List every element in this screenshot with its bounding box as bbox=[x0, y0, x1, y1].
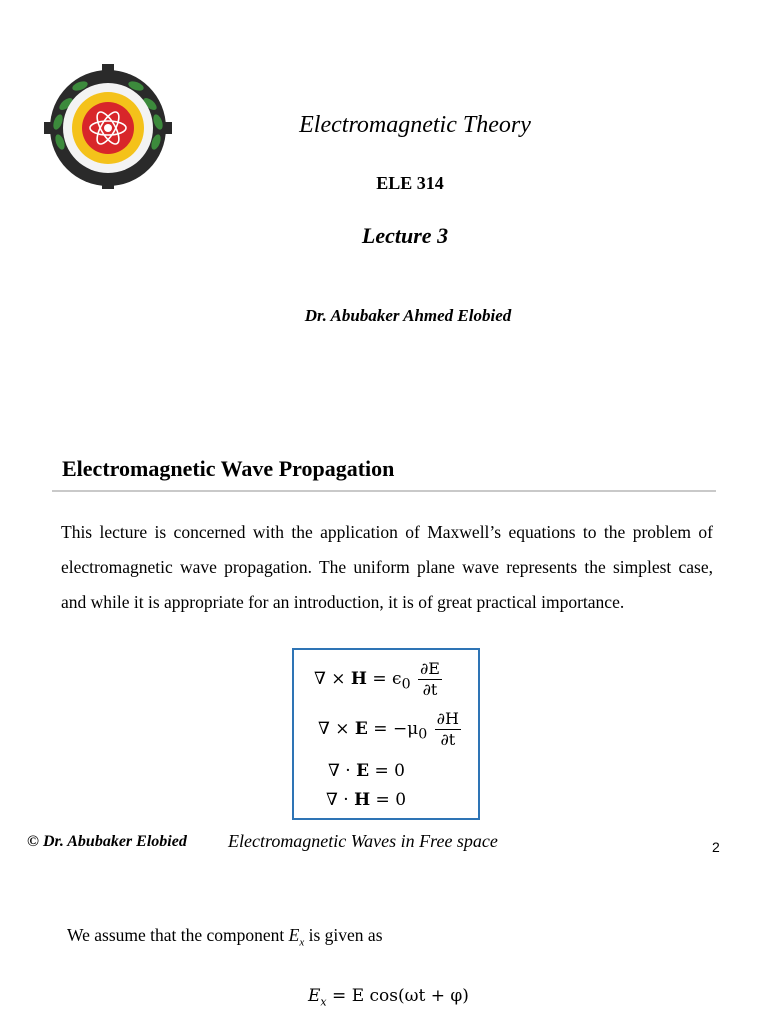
eq-rhs: = E cos(ωt + φ) bbox=[326, 986, 469, 1006]
university-logo bbox=[44, 64, 174, 189]
university-of-gezira-logo-icon bbox=[44, 64, 174, 189]
eq-denominator: ∂t bbox=[422, 680, 438, 699]
eq-operator: ∇ · bbox=[326, 790, 355, 810]
assumption-text bbox=[67, 925, 383, 949]
assume-variable: E bbox=[288, 925, 300, 945]
author-name: Dr. Abubaker Ahmed Elobied bbox=[304, 306, 512, 325]
course-code: ELE 314 bbox=[376, 173, 444, 193]
eq-rhs: = −μ bbox=[367, 719, 419, 739]
div-e-equation bbox=[328, 761, 405, 781]
ex-component-equation bbox=[308, 986, 469, 1008]
page-number: 2 bbox=[712, 839, 720, 855]
footer-copyright: © Dr. Abubaker Elobied bbox=[27, 833, 187, 850]
intro-paragraph: This lecture is concerned with the application of Maxwell’s equations to the problem of electromagnetic wave propagation. The uniform plane wave represents the simplest case, and while it is appropriate for an introduction, it is of great practical importance. bbox=[61, 522, 713, 612]
eq-subscript: 0 bbox=[418, 726, 428, 743]
eq-operator: ∇ × bbox=[318, 719, 355, 739]
curl-e-equation bbox=[318, 710, 461, 749]
eq-field: E bbox=[354, 719, 368, 739]
eq-denominator: ∂t bbox=[440, 730, 456, 749]
eq-subscript: 0 bbox=[401, 676, 411, 693]
eq-variable: E bbox=[308, 986, 321, 1006]
curl-h-equation bbox=[314, 660, 442, 699]
eq-fraction bbox=[435, 710, 461, 749]
maxwell-equations-box bbox=[292, 648, 480, 820]
lecture-number: Lecture 3 bbox=[361, 223, 449, 248]
slide-title: Electromagnetic Theory bbox=[299, 112, 531, 138]
eq-rhs: = 0 bbox=[370, 790, 407, 810]
eq-rhs: = 0 bbox=[369, 761, 405, 781]
eq-rhs: = ϵ bbox=[366, 669, 402, 689]
assume-subscript: x bbox=[299, 936, 305, 949]
div-h-equation bbox=[326, 790, 406, 810]
eq-field: H bbox=[354, 790, 371, 810]
eq-numerator: ∂E bbox=[419, 659, 440, 678]
eq-fraction bbox=[418, 660, 442, 699]
eq-operator: ∇ · bbox=[328, 761, 357, 781]
heading-divider bbox=[52, 490, 716, 492]
section-heading: Electromagnetic Wave Propagation bbox=[62, 456, 395, 481]
assume-text-after: is given as bbox=[304, 925, 383, 945]
eq-operator: ∇ × bbox=[314, 669, 351, 689]
eq-field: H bbox=[350, 669, 367, 689]
eq-subscript: x bbox=[320, 995, 327, 1009]
eq-numerator: ∂H bbox=[436, 709, 459, 728]
eq-field: E bbox=[356, 761, 370, 781]
footer-caption: Electromagnetic Waves in Free space bbox=[228, 831, 498, 851]
assume-text-before: We assume that the component bbox=[67, 925, 289, 945]
